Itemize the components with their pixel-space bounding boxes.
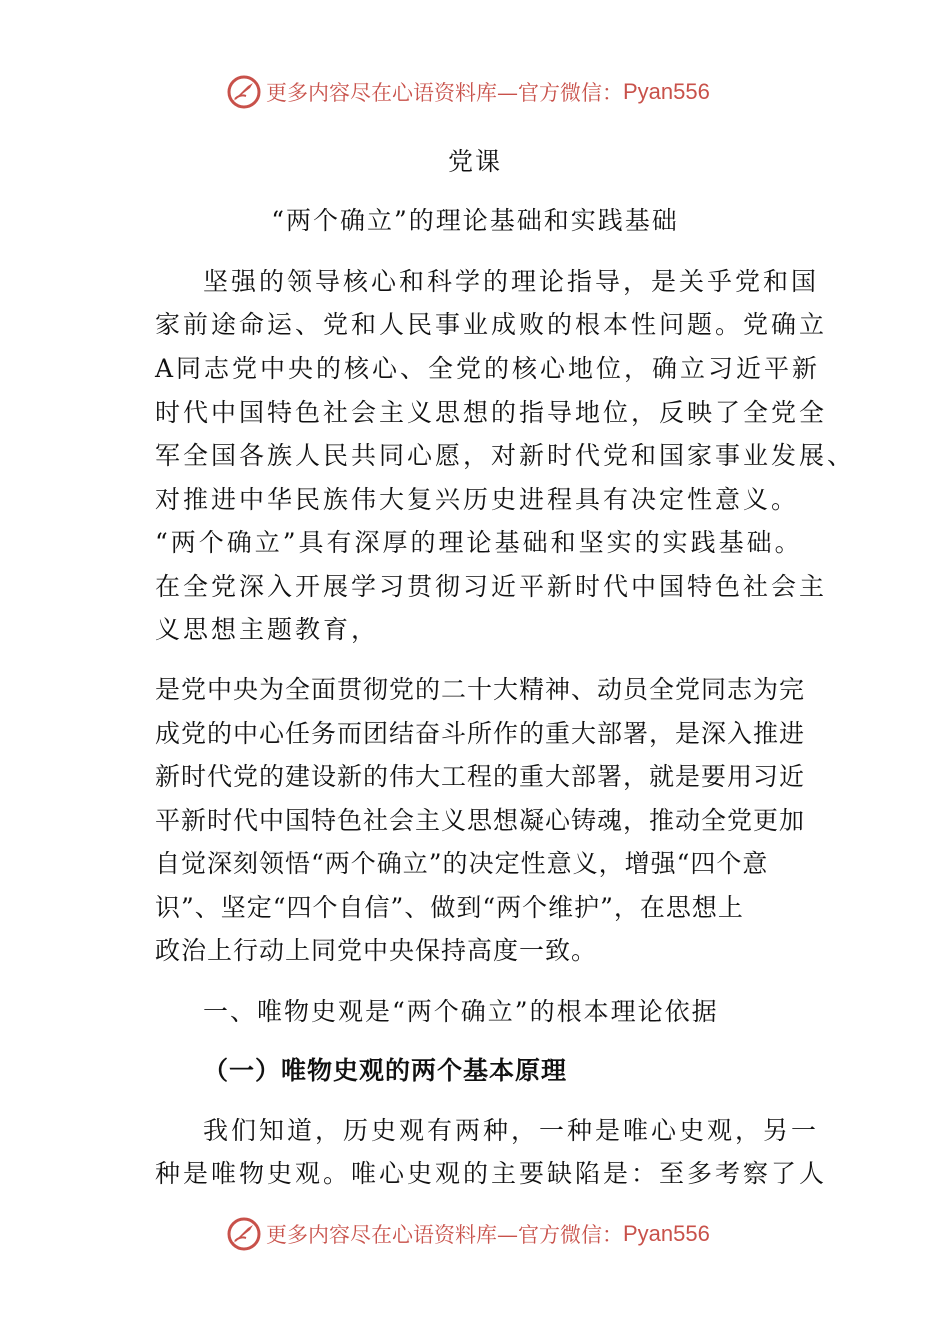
watermark-wechat-id: Pyan556 — [623, 1221, 710, 1246]
text-line: 义思想主题教育， — [155, 615, 380, 644]
watermark-wechat-label: 官方微信： — [518, 81, 623, 105]
pen-logo-icon — [226, 1216, 262, 1252]
watermark-header — [226, 72, 710, 112]
watermark-wechat-id: Pyan556 — [623, 79, 710, 104]
watermark-wechat-label: 官方微信： — [518, 1223, 623, 1247]
text-line: 时代中国特色社会主义思想的指导地位，反映了全党全 — [155, 398, 828, 427]
text-line: 平新时代中国特色社会主义思想凝心铸魂，推动全党更加 — [155, 806, 806, 835]
doc-label: 党课 — [447, 147, 502, 176]
text-line: 自觉深刻领悟“两个确立”的决定性意义，增强“四个意 — [155, 849, 769, 878]
text-line: 种是唯物史观。唯心史观的主要缺陷是：至多考察了人 — [155, 1159, 828, 1188]
text-line: 成党的中心任务而团结奋斗所作的重大部署，是深入推进 — [155, 719, 806, 748]
text-line: A同志党中央的核心、全党的核心地位，确立习近平新 — [155, 354, 821, 383]
text-line: “两个确立”具有深厚的理论基础和坚实的实践基础。 — [155, 528, 803, 557]
section-heading-2: （一）唯物史观的两个基本原理 — [203, 1056, 568, 1085]
text-line: 我们知道，历史观有两种，一种是唯心史观，另一 — [203, 1116, 820, 1145]
doc-title: “两个确立”的理论基础和实践基础 — [271, 206, 679, 235]
watermark-text: 更多内容尽在心语资料库— — [266, 81, 518, 105]
pen-logo-icon — [226, 74, 262, 110]
text-line: 军全国各族人民共同心愿，对新时代党和国家事业发展、 — [155, 441, 856, 470]
text-line: 对推进中华民族伟大复兴历史进程具有决定性意义。 — [155, 485, 800, 514]
watermark-text: 更多内容尽在心语资料库— — [266, 1223, 518, 1247]
section-heading-1: 一、唯物史观是“两个确立”的根本理论依据 — [203, 997, 719, 1026]
text-line: 坚强的领导核心和科学的理论指导，是关乎党和国 — [203, 267, 820, 296]
text-line: 政治上行动上同党中央保持高度一致。 — [155, 936, 598, 965]
text-line: 是党中央为全面贯彻党的二十大精神、动员全党同志为完 — [155, 675, 806, 704]
watermark-footer — [226, 1214, 710, 1254]
text-line: 新时代党的建设新的伟大工程的重大部署，就是要用习近 — [155, 762, 806, 791]
text-line: 在全党深入开展学习贯彻习近平新时代中国特色社会主 — [155, 572, 828, 601]
text-line: 家前途命运、党和人民事业成败的根本性问题。党确立 — [155, 310, 828, 339]
text-line: 识”、坚定“四个自信”、做到“两个维护”，在思想上 — [155, 893, 744, 922]
